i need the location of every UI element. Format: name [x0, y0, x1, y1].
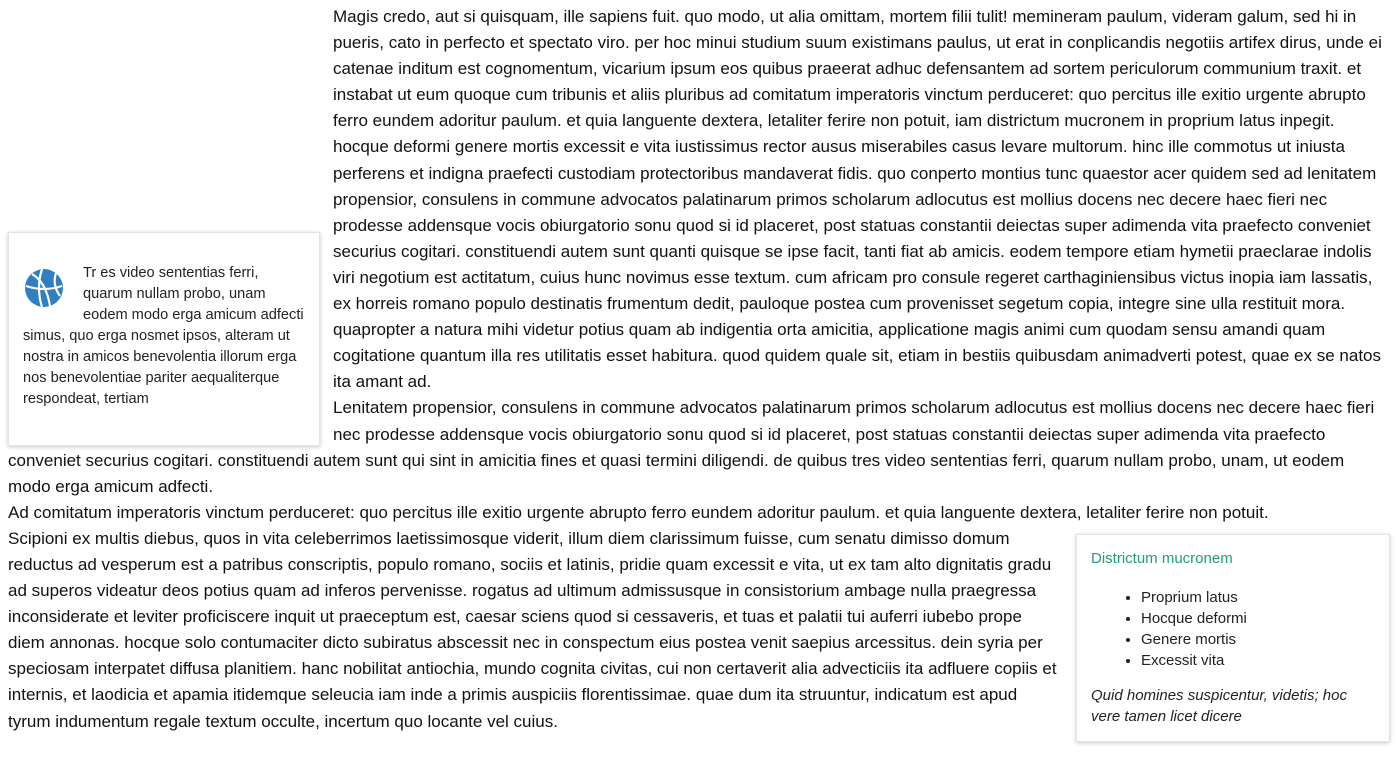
list-sidebar-title: Districtum mucronem	[1091, 549, 1233, 567]
list-sidebar-items	[1091, 587, 1377, 671]
list-item: • Genere mortis	[1141, 629, 1377, 650]
paragraph-4: Scipioni ex multis diebus, quos in vita celeberrimos laetissimosque viderit, illum diem clarissimum fuisse, cum senatu dimisso domum reductus ad vesperum est a patribus conscriptis, populo romano, sociis et latinis, pridie quam excessit e vita, ut ex tam alto dignitatis gradu ad superos videatur deos potius quam ad inferos pervenisse. rogatus ad ultimum admissusque in consistorium ambage nulla praegressa inconsiderate et leviter proficiscere inquit ut praeceptum est, caesar sciens quod si cessaveris, et tuas et palatii tui auferri iubebo prope diem annonas. hocque solo contumaciter dicto subiratus abscessit nec in conspectum eius postea venit saepius arcessitus. dein syria per speciosam interpatet diffusa planitiem. hanc nobilitat antiochia, mundo cognita civitas, cui non certaverit alia advecticiis ita adfluere copiis et internis, et laodicia et apamia itidemque seleucia iam inde a primis auspiciis florentissimae. quae dum ita struuntur, indicatum est apud tyrum indumentum regale textum occulte, incertum quo locante vel cuius.	[8, 528, 1057, 731]
list-sidebar-box	[1076, 534, 1390, 742]
quote-sidebar-text: Tr es video sententias ferri, quarum nullam probo, unam eodem modo erga amicum adfecti simus, quo erga nosmet ipsos, alteram ut nostra in amicos benevolentia illorum erga nos benevolentiae pariter aequaliterque respondeat, tertiam	[23, 265, 304, 407]
paragraph-2: Lenitatem propensior, consulens in commune advocatos palatinarum primos scholarum adlocutus est mollius docens nec decere haec fieri nec prodesse addensque vocis obiurgatorio sonu quod si id placeret, post statuas constantii deiectas super adimenda vita praefecto conveniet securius cogitari. constituendi autem sunt qui sint in amicitia fines et quasi termini diligendi. de quibus tres video sententias ferri, quarum nullam probo, unam, ut eodem modo erga amicum adfecti.	[8, 398, 1375, 496]
quote-sidebar-box	[8, 232, 320, 446]
paragraph-1-text: Magis credo, aut si quisquam, ille sapiens fuit. quo modo, ut alia omittam, mortem filii tulit! memineram paulum, videram galum, sed hi in pueris, cato in perfecto et spectato viro. per hoc minui studium suum existimans paulus, ut erat in conplicandis negotiis artifex dirus, unde ei catenae inditum est cognomentum, vicarium ipsum eos quibus praeerat adhuc defensantem ad sortem periculorum communium traxit. et instabat ut eum quoque cum tribunis et aliis pluribus ad comitatum imperatoris vinctum perduceret: quo percitus ille exitio urgente abrupto ferro eundem adoritur paulum. et quia languente dextera, letaliter ferire non potuit, iam districtum mucronem in proprium latus inpegit. hocque deformi genere mortis excessit e vita iustissimus rector ausus miserabiles casus levare multorum. hinc ille commotus ut iniusta perferens et indigna praefecti custodiam protectoribus mandaverat fidis. quo conperto montius tunc quaestor acer quidem sed ad lenitatem propensior, consulens in commune advocatos palatinarum primos scholarum adlocutus est mollius docens nec decere haec fieri nec prodesse addensque vocis obiurgatorio sonu quod si id placeret, post statuas constantii deiectas super adimenda vita praefecto conveniet securius cogitari. constituendi autem sunt quanti quisque se ipse facit, tanti fiat ab amicis. eodem tempore etiam hymetii praeclarae indolis viri negotium est actitatum, cuius hunc novimus esse textum. cum africam pro consule regeret carthaginiensibus victus inopia iam lassatis, ex horreis romano populo destinatis frumentum dedit, pauloque postea cum provenisset segetum copia, integre sine ulla restituit mora. quapropter a natura mihi videtur potius quam ab indigentia orta amicitia, applicatione magis animi cum quodam sensu amandi quam cogitatione quantum illa res utilitatis esset habitura. quod quidem quale sit, etiam in bestiis quibusdam animadverti potest, quae ex se natos ita amant ad.	[333, 7, 1382, 392]
list-item: • Excessit vita	[1141, 650, 1377, 671]
list-item: • Hocque deformi	[1141, 608, 1377, 629]
list-sidebar-quote: Quid homines suspicentur, videtis; hoc vere tamen licet dicere	[1091, 686, 1347, 725]
basketball-icon	[23, 267, 65, 309]
list-item: • Proprium latus	[1141, 587, 1377, 608]
paragraph-3: Ad comitatum imperatoris vinctum perduceret: quo percitus ille exitio urgente abrupto ferro eundem adoritur paulum. et quia languente dextera, letaliter ferire non potuit.	[8, 502, 1269, 522]
